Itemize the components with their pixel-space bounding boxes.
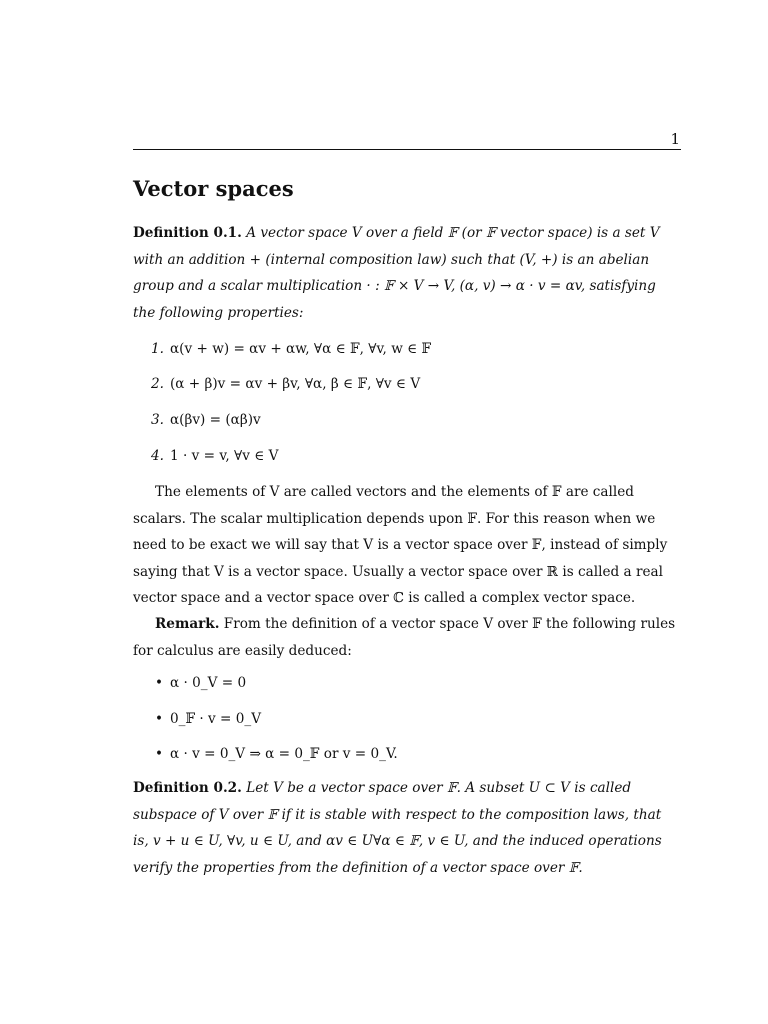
definition-0-1-text: A vector space V over a field 𝔽 (or 𝔽 vector space) is a set V with an addition + (internal composition law) such that (V, +) is an abelian group and a scalar multiplication · : 𝔽 × V → V, (α, v) → α · v = αv, satisfying the following properties:	[133, 225, 660, 321]
page-number: 1	[670, 130, 680, 148]
property-3	[151, 412, 261, 428]
property-text: α(v + w) = αv + αw, ∀α ∈ 𝔽, ∀v, w ∈ 𝔽	[170, 341, 432, 357]
remark-label: Remark.	[155, 616, 220, 632]
property-1	[151, 341, 431, 357]
body-paragraph-text: The elements of V are called vectors and the elements of 𝔽 are called scalars. The scalar multiplication depends upon 𝔽. For this reason when we need to be exact we will say that V is a vector space over 𝔽, instead of simply saying that V is a vector space. Usually a vector space over ℝ is called a real vector space and a vector space over ℂ is called a complex vector space.	[133, 484, 668, 606]
remark-text: From the definition of a vector space V over 𝔽 the following rules for calculus are easily deduced:	[133, 616, 676, 659]
property-text: (α + β)v = αv + βv, ∀α, β ∈ 𝔽, ∀v ∈ V	[170, 376, 421, 392]
section-title: Vector spaces	[133, 176, 294, 201]
rule-text: α · v = 0_V ⇒ α = 0_𝔽 or v = 0_V.	[170, 746, 398, 762]
property-number: 2.	[151, 376, 164, 392]
remark	[133, 611, 681, 664]
property-2	[151, 376, 420, 392]
page-header	[133, 130, 681, 150]
property-number: 4.	[151, 448, 164, 464]
definition-0-2-label: Definition 0.2.	[133, 780, 242, 796]
rule-text: α · 0_V = 0	[170, 675, 247, 691]
property-number: 3.	[151, 412, 164, 428]
rule-item-3	[155, 746, 398, 762]
definition-0-1	[133, 220, 681, 326]
definition-0-1-label: Definition 0.1.	[133, 225, 242, 241]
property-4	[151, 448, 278, 464]
rule-item-1	[155, 675, 246, 691]
definition-0-2-text: Let V be a vector space over 𝔽. A subset U ⊂ V is called subspace of V over 𝔽 if it is stable with respect to the composition laws, that is, v + u ∈ U, ∀v, u ∈ U, and αv ∈ U∀α ∈ 𝔽, v ∈ U, and the induced operations verify the properties from the definition of a vector space over 𝔽.	[133, 780, 662, 876]
bullet-icon: •	[155, 711, 164, 727]
property-text: α(βv) = (αβ)v	[170, 412, 261, 428]
property-number: 1.	[151, 341, 164, 357]
definition-0-2	[133, 775, 681, 881]
bullet-icon: •	[155, 675, 164, 691]
bullet-icon: •	[155, 746, 164, 762]
header-rule	[133, 149, 681, 150]
property-text: 1 · v = v, ∀v ∈ V	[170, 448, 279, 464]
body-paragraph	[133, 479, 681, 612]
rule-item-2	[155, 711, 261, 727]
rule-text: 0_𝔽 · v = 0_V	[170, 711, 262, 727]
